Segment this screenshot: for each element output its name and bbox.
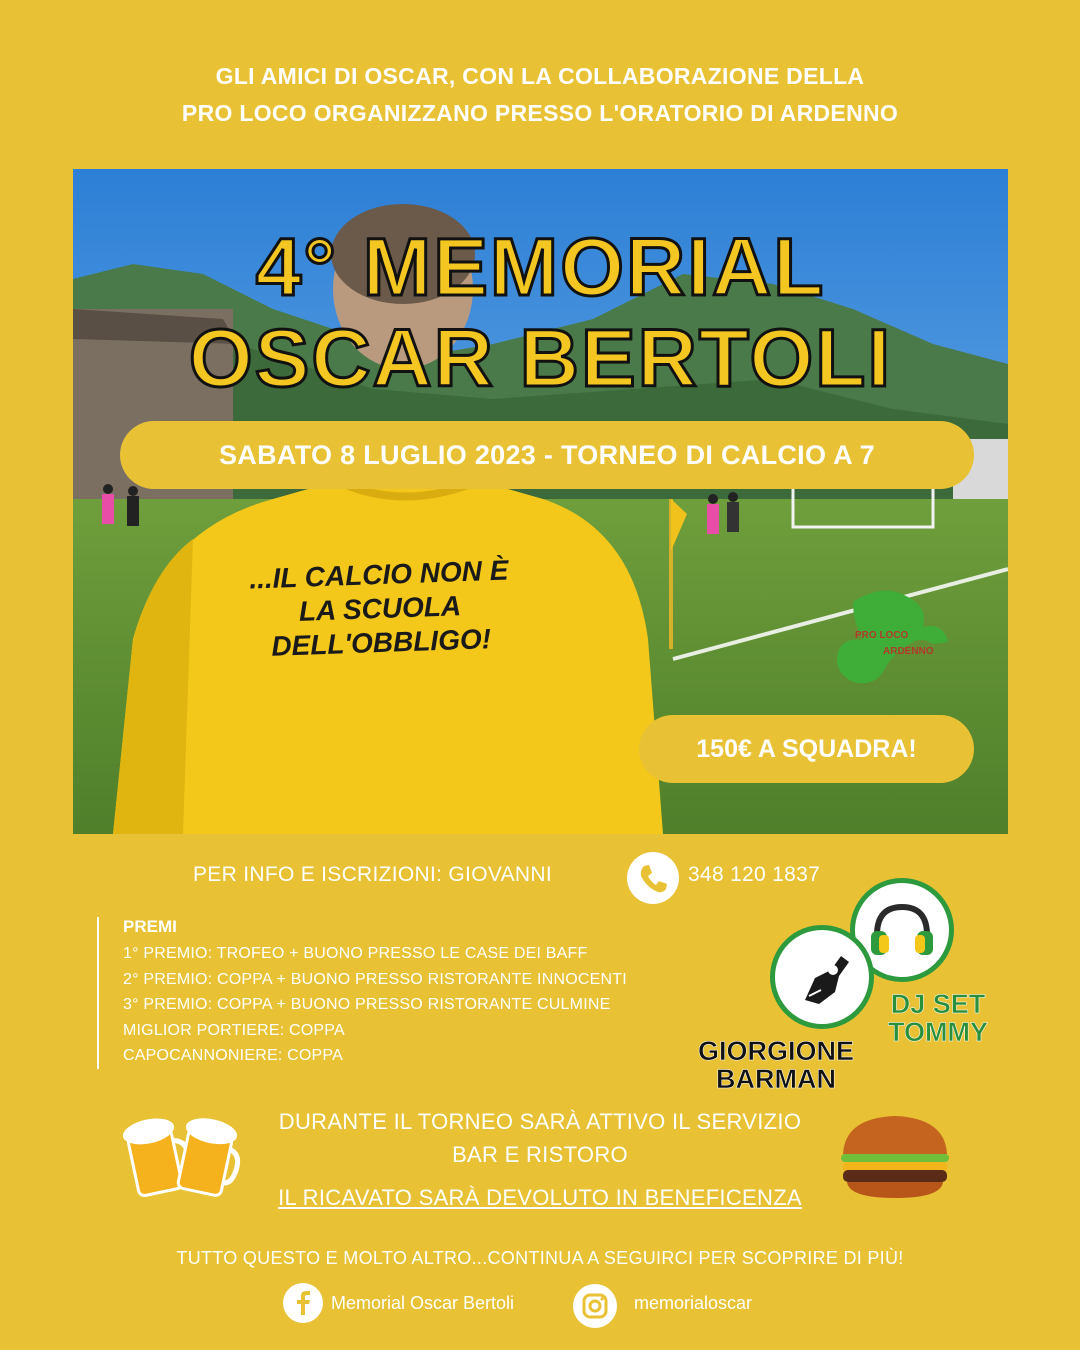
dj-line-1: DJ SET [890, 989, 986, 1019]
event-date-banner: SABATO 8 LUGLIO 2023 - TORNEO DI CALCIO A 7 [120, 421, 974, 489]
prize-item: 3° PREMIO: COPPA + BUONO PRESSO RISTORANTE CULMINE [123, 996, 611, 1013]
price-banner: 150€ A SQUADRA! [639, 715, 974, 783]
instagram-link[interactable]: memorialoscar [634, 1293, 753, 1313]
event-title-line-2: OSCAR BERTOLI [188, 313, 893, 404]
prize-item: MIGLIOR PORTIERE: COPPA [123, 1021, 345, 1039]
prize-item: CAPOCANNONIERE: COPPA [123, 1047, 343, 1064]
barman-line-1: GIORGIONE [697, 1036, 854, 1066]
pro-loco-logo [823, 582, 953, 692]
bottle-opener-icon [770, 925, 874, 1029]
charity-note: IL RICAVATO SARÀ DEVOLUTO IN BENEFICENZA [278, 1185, 802, 1210]
contact-label: PER INFO E ISCRIZIONI: GIOVANNI [193, 863, 552, 886]
intro-line-1: GLI AMICI DI OSCAR, CON LA COLLABORAZIONE DELLA [215, 63, 865, 89]
shirt-line-3: DELL'OBBLIGO! [270, 623, 492, 662]
intro-text [0, 58, 1080, 132]
shirt-line-2: LA SCUOLA [298, 590, 462, 627]
prize-item: 1° PREMIO: TROFEO + BUONO PRESSO LE CASE DEI BAFF [123, 945, 588, 962]
prize-item: 2° PREMIO: COPPA + BUONO PRESSO RISTORANTE INNOCENTI [123, 970, 627, 988]
barman-label [678, 1037, 874, 1093]
dj-label [876, 990, 1000, 1046]
shirt-slogan [248, 553, 511, 664]
prizes-heading: PREMI [123, 917, 177, 936]
instagram-icon[interactable] [573, 1284, 617, 1328]
contact-phone[interactable]: 348 120 1837 [688, 863, 821, 886]
prizes-list [97, 917, 627, 1069]
shirt-line-1: ...IL CALCIO NON È [248, 554, 509, 595]
facebook-link[interactable]: Memorial Oscar Bertoli [331, 1293, 515, 1313]
bar-service-line-1: DURANTE IL TORNEO SARÀ ATTIVO IL SERVIZIO [278, 1109, 802, 1134]
dj-line-2: TOMMY [888, 1017, 988, 1047]
footer-note: TUTTO QUESTO E MOLTO ALTRO...CONTINUA A SEGUIRCI PER SCOPRIRE DI PIÙ! [176, 1248, 904, 1268]
event-title-line-1: 4° MEMORIAL [255, 222, 826, 313]
phone-icon [627, 852, 679, 904]
intro-line-2: PRO LOCO ORGANIZZANO PRESSO L'ORATORIO DI ARDENNO [181, 100, 899, 126]
pro-loco-line-2: ARDENNO [883, 646, 934, 657]
pro-loco-line-1: PRO LOCO [855, 630, 909, 641]
bar-service-line-2: BAR E RISTORO [452, 1142, 628, 1167]
facebook-icon[interactable] [283, 1283, 323, 1323]
barman-line-2: BARMAN [716, 1064, 836, 1094]
